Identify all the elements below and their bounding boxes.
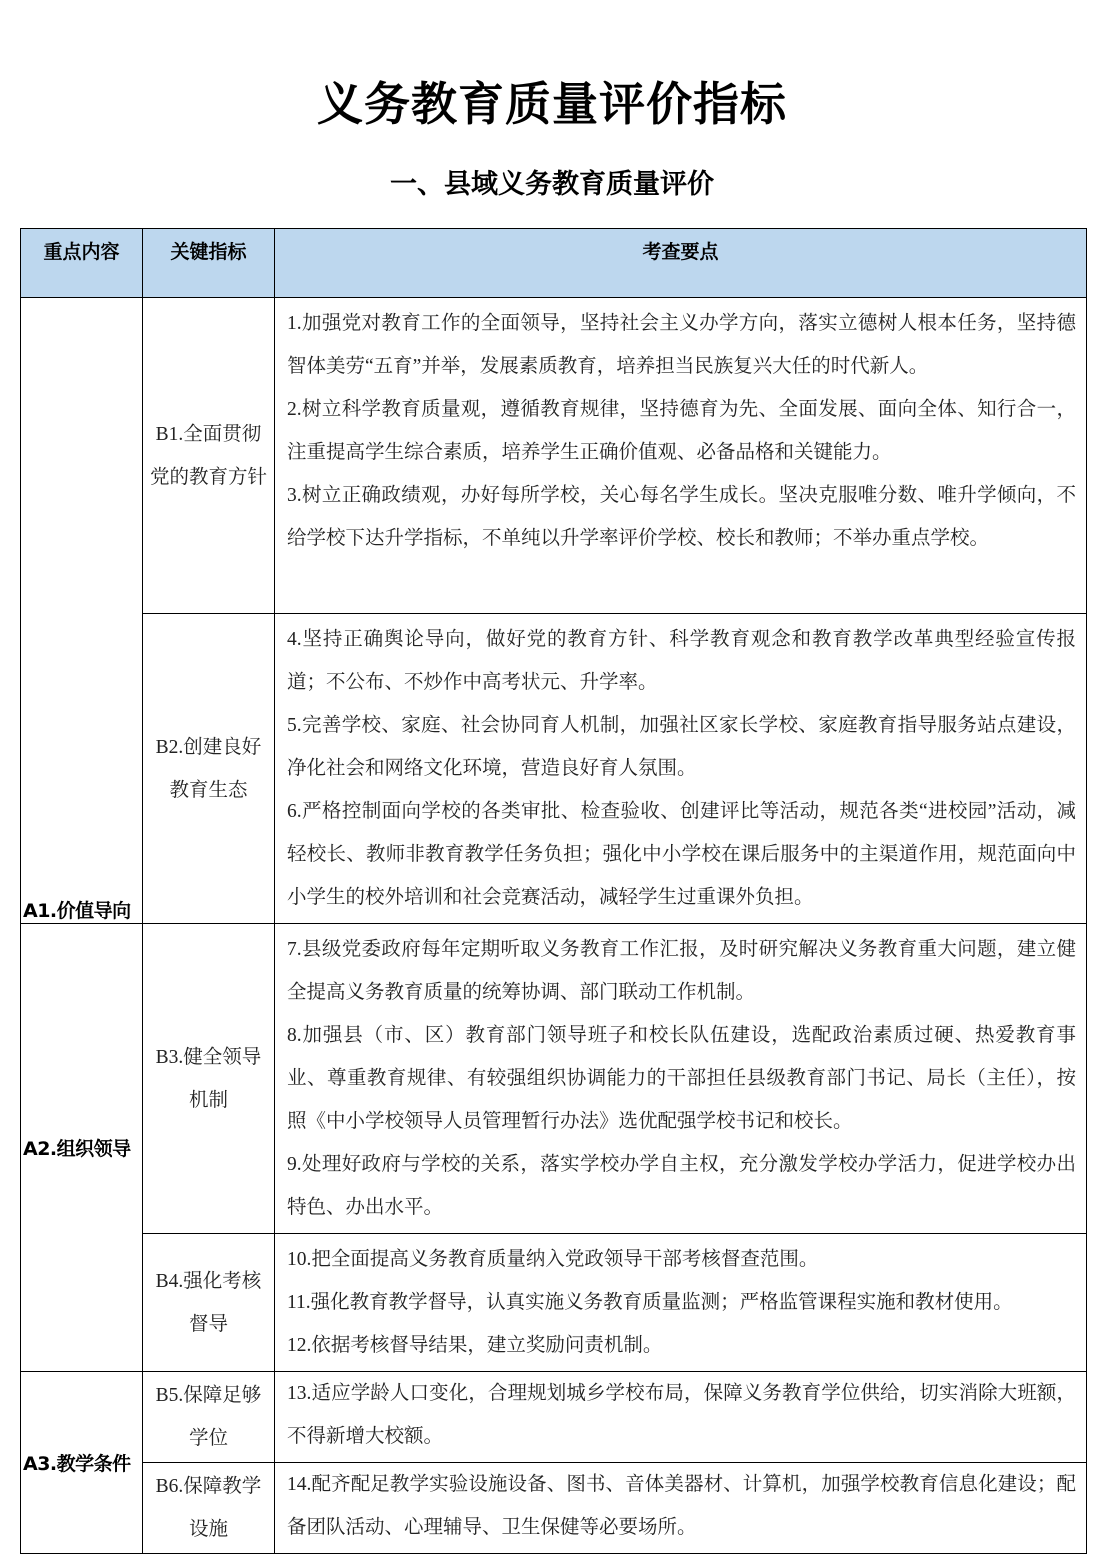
points-b2 xyxy=(275,614,1087,924)
indicator-label-line: 学位 xyxy=(188,1428,228,1449)
indicator-label-line: 教育生态 xyxy=(169,779,248,801)
table-row xyxy=(21,1234,1087,1372)
table-row xyxy=(21,1463,1087,1554)
indicator-b3 xyxy=(143,924,275,1234)
indicator-label-line: B4.强化考核 xyxy=(155,1270,262,1292)
indicator-label-line: B2.创建良好 xyxy=(155,736,262,758)
document-title: 义务教育质量评价指标 xyxy=(317,77,787,131)
header-focus-content: 重点内容 xyxy=(21,229,143,298)
indicator-label-line: 机制 xyxy=(188,1089,228,1111)
table-row xyxy=(21,924,1087,1234)
check-point: 12.依据考核督导结果，建立奖励问责机制。 xyxy=(287,1335,663,1356)
header-key-indicator: 关键指标 xyxy=(143,229,275,298)
indicator-b4 xyxy=(143,1234,275,1372)
points-b5 xyxy=(275,1372,1087,1463)
points-b4 xyxy=(275,1234,1087,1372)
points-b1 xyxy=(275,298,1087,614)
check-point: 6.严格控制面向学校的各类审批、检查验收、创建评比等活动，规范各类“进校园”活动，减轻校长、教师非教育教学任务负担；强化中小学校在课后服务中的主渠道作用，规范面向中小学生的校外培训和社会竞赛活动，减轻学生过重课外负担。 xyxy=(287,801,1076,908)
indicator-b5 xyxy=(143,1372,275,1463)
indicator-label-line: 党的教育方针 xyxy=(149,466,267,488)
indicator-b2 xyxy=(143,614,275,924)
indicator-b6 xyxy=(143,1463,275,1554)
indicator-b1 xyxy=(143,298,275,614)
points-b6 xyxy=(275,1463,1087,1554)
check-point: 2.树立科学教育质量观，遵循教育规律，坚持德育为先、全面发展、面向全体、知行合一，注重提高学生综合素质，培养学生正确价值观、必备品格和关键能力。 xyxy=(287,399,1076,463)
check-point: 10.把全面提高义务教育质量纳入党政领导干部考核督查范围。 xyxy=(287,1249,819,1270)
table-header-row xyxy=(21,229,1087,298)
section-a2: A2.组织领导 xyxy=(21,924,143,1372)
check-point: 7.县级党委政府每年定期听取义务教育工作汇报，及时研究解决义务教育重大问题，建立健全提高义务教育质量的统筹协调、部门联动工作机制。 xyxy=(287,939,1076,1003)
evaluation-table xyxy=(20,228,1087,1554)
check-point: 14.配齐配足教学实验设施设备、图书、音体美器材、计算机，加强学校教育信息化建设；配备团队活动、心理辅导、卫生保健等必要场所。 xyxy=(287,1474,1076,1538)
check-point: 3.树立正确政绩观，办好每所学校，关心每名学生成长。坚决克服唯分数、唯升学倾向，不给学校下达升学指标，不单纯以升学率评价学校、校长和教师；不举办重点学校。 xyxy=(287,485,1076,549)
indicator-label-line: B6.保障教学 xyxy=(155,1476,262,1497)
header-check-points: 考查要点 xyxy=(275,229,1087,298)
check-point: 9.处理好政府与学校的关系，落实学校办学自主权，充分激发学校办学活力，促进学校办出特色、办出水平。 xyxy=(287,1154,1076,1218)
section-heading: 一、县域义务教育质量评价 xyxy=(390,169,714,200)
table-row xyxy=(21,614,1087,924)
section-a3: A3.教学条件 xyxy=(21,1372,143,1554)
check-point: 8.加强县（市、区）教育部门领导班子和校长队伍建设，选配政治素质过硬、热爱教育事业、尊重教育规律、有较强组织协调能力的干部担任县级教育部门书记、局长（主任），按照《中小学校领导人员管理暂行办法》选优配强学校书记和校长。 xyxy=(287,1025,1076,1132)
table-row xyxy=(21,298,1087,614)
check-point: 4.坚持正确舆论导向，做好党的教育方针、科学教育观念和教育教学改革典型经验宣传报道；不公布、不炒作中高考状元、升学率。 xyxy=(287,629,1076,693)
indicator-label-line: B1.全面贯彻 xyxy=(155,423,262,445)
check-point: 5.完善学校、家庭、社会协同育人机制，加强社区家长学校、家庭教育指导服务站点建设，净化社会和网络文化环境，营造良好育人氛围。 xyxy=(287,715,1076,779)
check-point: 13.适应学龄人口变化，合理规划城乡学校布局，保障义务教育学位供给，切实消除大班额，不得新增大校额。 xyxy=(287,1383,1076,1447)
check-point: 1.加强党对教育工作的全面领导，坚持社会主义办学方向，落实立德树人根本任务，坚持德智体美劳“五育”并举，发展素质教育，培养担当民族复兴大任的时代新人。 xyxy=(287,313,1076,377)
indicator-label-line: 督导 xyxy=(188,1313,228,1335)
indicator-label-line: B5.保障足够 xyxy=(155,1385,262,1406)
indicator-label-line: 设施 xyxy=(188,1519,228,1540)
check-point: 11.强化教育教学督导，认真实施义务教育质量监测；严格监管课程实施和教材使用。 xyxy=(287,1292,1013,1313)
section-a1: A1.价值导向 xyxy=(21,298,143,924)
indicator-label-line: B3.健全领导 xyxy=(155,1046,262,1068)
points-b3 xyxy=(275,924,1087,1234)
table-row xyxy=(21,1372,1087,1463)
